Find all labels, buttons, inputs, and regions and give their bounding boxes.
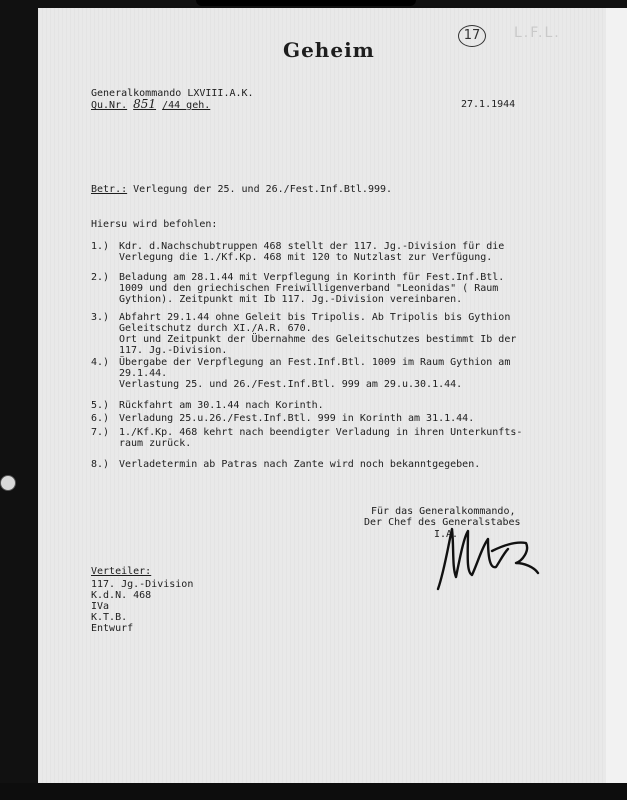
item-text-line: Verladetermin ab Patras nach Zante wird noch bekanntgegeben. — [119, 459, 481, 470]
reference-prefix: Qu.Nr. — [91, 100, 128, 111]
subject-line — [91, 184, 392, 195]
classification-title: Geheim — [283, 38, 375, 62]
item-text-line: Abfahrt 29.1.44 ohne Geleit bis Tripolis. Ab Tripolis bis Gythion — [119, 312, 511, 323]
binder-clip — [196, 0, 416, 6]
subject-label: Betr.: — [91, 184, 128, 195]
signature-line-3: I.A. — [434, 529, 459, 540]
distribution-label: Verteiler: — [91, 566, 152, 577]
item-text-line: Geleitschutz durch XI./A.R. 670. — [119, 323, 312, 334]
item-number: 1.) — [91, 241, 110, 252]
paper-edge — [606, 8, 627, 800]
punch-hole — [0, 475, 16, 491]
header-issuer: Generalkommando LXVIII.A.K. — [91, 88, 254, 99]
item-text-line: Verlegung die 1./Kf.Kp. 468 mit 120 to Nutzlast zur Verfügung. — [119, 252, 493, 263]
item-text-line: Beladung am 28.1.44 mit Verpflegung in Korinth für Fest.Inf.Btl. — [119, 272, 505, 283]
item-number: 6.) — [91, 413, 110, 424]
item-number: 5.) — [91, 400, 110, 411]
distribution-entry: K.d.N. 468 — [91, 590, 152, 601]
item-text-line: Kdr. d.Nachschubtruppen 468 stellt der 117. Jg.-Division für die — [119, 241, 505, 252]
item-text-line: Verladung 25.u.26./Fest.Inf.Btl. 999 in Korinth am 31.1.44. — [119, 413, 475, 424]
distribution-entry: Entwurf — [91, 623, 134, 634]
item-text-line: Gythion). Zeitpunkt mit Ib 117. Jg.-Division vereinbaren. — [119, 294, 463, 305]
item-number: 8.) — [91, 459, 110, 470]
item-number: 7.) — [91, 427, 110, 438]
item-number: 4.) — [91, 357, 110, 368]
document-date: 27.1.1944 — [461, 99, 516, 110]
handwritten-signature — [430, 517, 550, 597]
item-text-line: 1./Kf.Kp. 468 kehrt nach beendigter Verladung in ihren Unterkunfts- — [119, 427, 523, 438]
document-page — [38, 8, 606, 783]
item-text-line: Rückfahrt am 30.1.44 nach Korinth. — [119, 400, 324, 411]
distribution-entry: 117. Jg.-Division — [91, 579, 194, 590]
distribution-entry: IVa — [91, 601, 110, 612]
order-intro: Hiersu wird befohlen: — [91, 219, 218, 230]
item-text-line: Ort und Zeitpunkt der Übernahme des Geleitschutzes bestimmt Ib der — [119, 334, 517, 345]
header-reference — [91, 99, 210, 111]
signature-line-1: Für das Generalkommando, — [371, 506, 516, 517]
scan-bottom-edge — [0, 783, 627, 800]
item-text-line: Verlastung 25. und 26./Fest.Inf.Btl. 999 am 29.u.30.1.44. — [119, 379, 463, 390]
subject-text: Verlegung der 25. und 26./Fest.Inf.Btl.999. — [133, 184, 393, 195]
item-text-line: 1009 und den griechischen Freiwilligenverband "Leonidas" ( Raum — [119, 283, 499, 294]
item-text-line: 117. Jg.-Division. — [119, 345, 228, 356]
item-number: 2.) — [91, 272, 110, 283]
item-text-line: raum zurück. — [119, 438, 192, 449]
distribution-entry: K.T.B. — [91, 612, 128, 623]
item-number: 3.) — [91, 312, 110, 323]
folio-number: 17 — [458, 25, 486, 47]
reference-suffix: /44 geh. — [162, 100, 211, 111]
item-text-line: 29.1.44. — [119, 368, 168, 379]
item-text-line: Übergabe der Verpflegung an Fest.Inf.Btl. 1009 im Raum Gythion am — [119, 357, 511, 368]
signature-line-2: Der Chef des Generalstabes — [364, 517, 521, 528]
faint-archive-mark: L.F.L. — [514, 25, 561, 41]
reference-number: 851 — [133, 97, 157, 111]
